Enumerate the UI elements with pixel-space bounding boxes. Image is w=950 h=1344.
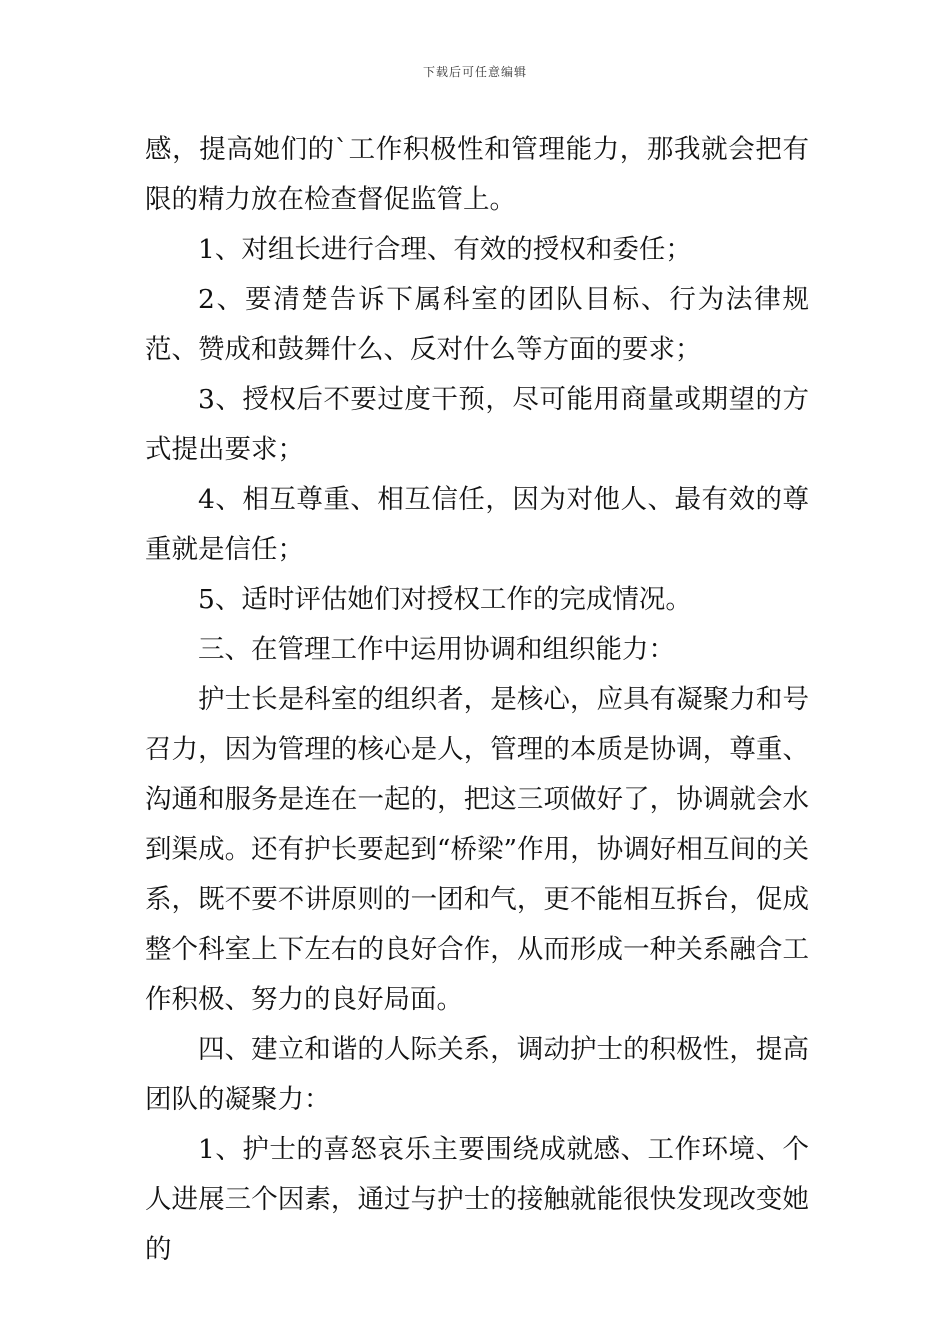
paragraph-head-nurse-role: 护士长是科室的组织者，是核心，应具有凝聚力和号召力，因为管理的核心是人，管理的本质是协调，尊重、沟通和服务是连在一起的，把这三项做好了，协调就会水到渠成。还有护长要起到“桥梁”作用，协调好相互间的关系，既不要不讲原则的一团和气，更不能相互拆台，促成整个科室上下左右的良好合作，从而形成一种关系融合工作积极、努力的良好局面。 [145, 684, 809, 1015]
section-heading-3: 三、在管理工作中运用协调和组织能力： [198, 634, 675, 665]
paragraph-item-1: 1、对组长进行合理、有效的授权和委任； [198, 234, 692, 265]
section-heading-4: 四、建立和谐的人际关系，调动护士的积极性，提高团队的凝聚力： [145, 1034, 809, 1115]
paragraph-continuation: 感，提高她们的`工作积极性和管理能力，那我就会把有限的精力放在检查督促监管上。 [145, 134, 809, 215]
document-body [145, 125, 809, 1275]
paragraph-item-5: 5、适时评估她们对授权工作的完成情况。 [198, 584, 692, 615]
paragraph-item-4: 4、相互尊重、相互信任，因为对他人、最有效的尊重就是信任； [145, 484, 809, 565]
paragraph-item-3: 3、授权后不要过度干预，尽可能用商量或期望的方式提出要求； [145, 384, 809, 465]
paragraph-item-2: 2、要清楚告诉下属科室的团队目标、行为法律规范、赞成和鼓舞什么、反对什么等方面的要求； [145, 284, 809, 365]
page-header: 下载后可任意编辑 [422, 65, 527, 79]
paragraph-item-1-section-4: 1、护士的喜怒哀乐主要围绕成就感、工作环境、个人进展三个因素，通过与护士的接触就能很快发现改变她的 [145, 1134, 809, 1265]
